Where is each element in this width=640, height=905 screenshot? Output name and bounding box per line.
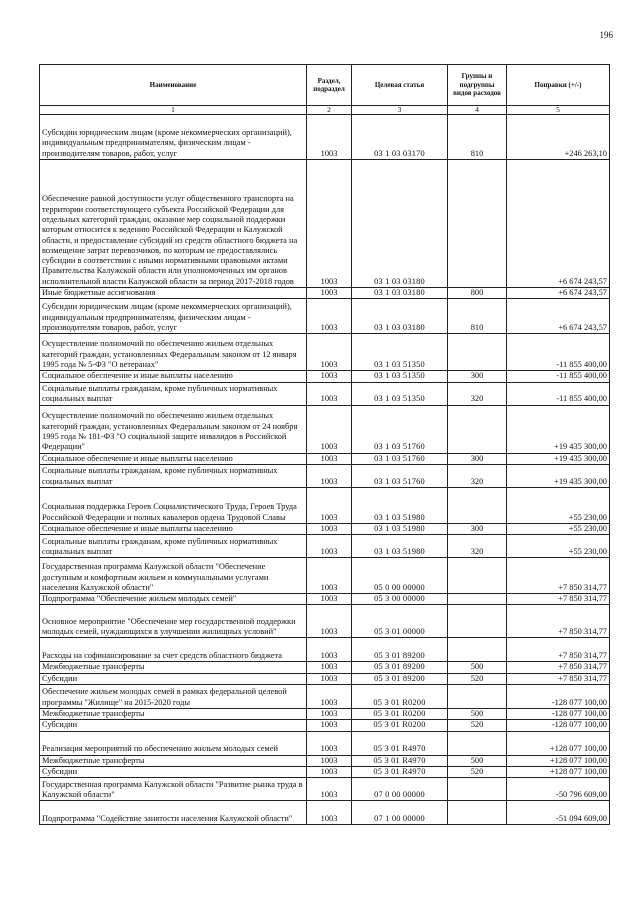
row-target: 03 1 03 51980 [352,487,448,523]
table-row [40,731,610,755]
row-amount: -11 855 400,00 [507,371,610,382]
row-section: 1003 [307,115,352,160]
row-section: 1003 [307,160,352,288]
row-group: 810 [448,299,507,334]
header-section: Раздел, подраздел [307,65,352,106]
row-target: 03 1 03 51350 [352,334,448,371]
row-name: Государственная программа Калужской области "Обеспечение доступным и комфортным жильем и коммунальными услугами населения Калужской области" [40,558,307,594]
column-number-row [40,106,610,115]
row-amount: +7 850 314,77 [507,605,610,638]
row-amount: -128 077 100,00 [507,720,610,731]
column-number: 5 [507,106,610,115]
row-section: 1003 [307,778,352,801]
row-group [448,487,507,523]
table-row [40,594,610,605]
table-row [40,523,610,534]
row-name: Социальные выплаты гражданам, кроме публичных нормативных социальных выплат [40,535,307,558]
row-amount: +7 850 314,77 [507,594,610,605]
row-section: 1003 [307,766,352,777]
row-target: 03 1 03 03170 [352,115,448,160]
row-section: 1003 [307,605,352,638]
row-section: 1003 [307,755,352,766]
table-row [40,487,610,523]
row-group [448,801,507,825]
row-target: 05 3 01 89200 [352,662,448,673]
row-target: 05 3 01 R0200 [352,709,448,720]
row-name: Социальная поддержка Героев Социалистического Труда, Героев Труда Российской Федерации и полных кавалеров ордена Трудовой Славы [40,487,307,523]
row-target: 05 3 01 R0200 [352,720,448,731]
row-group: 320 [448,535,507,558]
row-group: 520 [448,766,507,777]
row-name: Осуществление полномочий по обеспечению жильем отдельных категорий граждан, установленных Федеральным законом от 24 ноября 1995 года № 181-ФЗ "О социальной защите инвалидов в Российской Федерации" [40,405,307,453]
row-target: 03 1 03 03180 [352,299,448,334]
row-target: 03 1 03 03180 [352,160,448,288]
row-amount: -128 077 100,00 [507,685,610,709]
row-section: 1003 [307,673,352,684]
row-section: 1003 [307,299,352,334]
row-name: Расходы на софинансирование за счет средств областного бюджета [40,638,307,662]
row-amount: -11 855 400,00 [507,334,610,371]
row-amount: +128 077 100,00 [507,755,610,766]
row-group: 500 [448,755,507,766]
row-section: 1003 [307,662,352,673]
table-row [40,382,610,405]
row-name: Субсидии [40,720,307,731]
row-section: 1003 [307,731,352,755]
row-section: 1003 [307,558,352,594]
row-group [448,594,507,605]
row-group: 320 [448,382,507,405]
table-row [40,405,610,453]
row-amount: +7 850 314,77 [507,662,610,673]
row-amount: +55 230,00 [507,487,610,523]
row-name: Социальные выплаты гражданам, кроме публичных нормативных социальных выплат [40,382,307,405]
table-row [40,755,610,766]
row-group: 520 [448,673,507,684]
row-target: 03 1 03 51760 [352,405,448,453]
row-name: Субсидии [40,673,307,684]
row-group: 300 [448,371,507,382]
row-section: 1003 [307,487,352,523]
row-section: 1003 [307,405,352,453]
row-target: 05 3 01 R4970 [352,766,448,777]
row-target: 03 1 03 51980 [352,535,448,558]
table-row [40,299,610,334]
row-name: Социальное обеспечение и иные выплаты населению [40,453,307,464]
row-group [448,334,507,371]
row-section: 1003 [307,709,352,720]
row-target: 03 1 03 51350 [352,371,448,382]
row-group [448,558,507,594]
row-section: 1003 [307,801,352,825]
row-name: Межбюджетные трансферты [40,662,307,673]
row-amount: +6 674 243,57 [507,288,610,299]
row-target: 07 0 00 00000 [352,778,448,801]
row-section: 1003 [307,371,352,382]
table-row [40,334,610,371]
row-name: Социальное обеспечение и иные выплаты населению [40,371,307,382]
row-section: 1003 [307,685,352,709]
row-group: 800 [448,288,507,299]
table-row [40,535,610,558]
table-row [40,464,610,487]
row-group [448,685,507,709]
row-amount: +6 674 243,57 [507,299,610,334]
row-target: 05 0 00 00000 [352,558,448,594]
row-section: 1003 [307,594,352,605]
row-target: 05 3 01 00000 [352,605,448,638]
table-header-row [40,65,610,106]
column-number: 3 [352,106,448,115]
page-number: 196 [599,30,613,40]
row-amount: -11 855 400,00 [507,382,610,405]
column-number: 2 [307,106,352,115]
row-name: Межбюджетные трансферты [40,755,307,766]
row-amount: +128 077 100,00 [507,766,610,777]
row-name: Субсидии юридическим лицам (кроме некоммерческих организаций), индивидуальным предпринимателям, физическим лицам - производителям товаров, работ, услуг [40,299,307,334]
row-amount: +7 850 314,77 [507,558,610,594]
row-target: 03 1 03 03180 [352,288,448,299]
row-target: 03 1 03 51350 [352,382,448,405]
row-amount: +246 263,10 [507,115,610,160]
table-row [40,288,610,299]
header-groups: Группы и подгруппы видов расходов [448,65,507,106]
row-name: Иные бюджетные ассигнования [40,288,307,299]
row-name: Государственная программа Калужской области "Развитие рынка труда в Калужской области" [40,778,307,801]
row-amount: +19 435 300,00 [507,464,610,487]
table-row [40,778,610,801]
row-section: 1003 [307,638,352,662]
row-group [448,778,507,801]
table-row [40,662,610,673]
table-row [40,371,610,382]
table-row [40,453,610,464]
row-target: 03 1 03 51760 [352,453,448,464]
row-amount: +7 850 314,77 [507,638,610,662]
row-section: 1003 [307,535,352,558]
row-group: 300 [448,523,507,534]
row-amount: -51 094 609,00 [507,801,610,825]
row-amount: +19 435 300,00 [507,405,610,453]
row-group: 320 [448,464,507,487]
table-row [40,685,610,709]
row-section: 1003 [307,382,352,405]
row-amount: +19 435 300,00 [507,453,610,464]
row-name: Обеспечение равной доступности услуг общественного транспорта на территории соответствующего субъекта Российской Федерации для отдельных категорий граждан, оказание мер социальной поддержки которым относится к ведению Российской Федерации и Калужской области, и предоставление субсидий из средств областного бюджета на возмещение затрат перевозчиков, по которым не предоставлялись субсидии в соответствии с иными нормативными правовыми актами Правительства Калужской области или уполномоченных им органов исполнительной власти Калужской области за период 2017-2018 годов [40,160,307,288]
row-target: 03 1 03 51760 [352,464,448,487]
table-row [40,766,610,777]
row-target: 03 1 03 51980 [352,523,448,534]
row-amount: +128 077 100,00 [507,731,610,755]
header-amendments: Поправки (+/-) [507,65,610,106]
column-number: 4 [448,106,507,115]
row-group [448,638,507,662]
row-target: 05 3 01 R4970 [352,731,448,755]
row-amount: +55 230,00 [507,535,610,558]
table-row [40,720,610,731]
row-section: 1003 [307,464,352,487]
row-group: 500 [448,662,507,673]
row-amount: -50 796 609,00 [507,778,610,801]
row-amount: +55 230,00 [507,523,610,534]
table-row [40,673,610,684]
table-row [40,801,610,825]
row-group: 300 [448,453,507,464]
table-row [40,709,610,720]
row-group: 520 [448,720,507,731]
row-target: 05 3 01 R4970 [352,755,448,766]
row-section: 1003 [307,453,352,464]
row-group: 810 [448,115,507,160]
row-target: 05 3 01 89200 [352,673,448,684]
row-name: Социальное обеспечение и иные выплаты населению [40,523,307,534]
table-row [40,115,610,160]
row-section: 1003 [307,720,352,731]
header-name: Наименование [40,65,307,106]
row-name: Подпрограмма "Содействие занятости населения Калужской области" [40,801,307,825]
table-row [40,160,610,288]
row-name: Подпрограмма "Обеспечение жильем молодых семей" [40,594,307,605]
row-amount: +6 674 243,57 [507,160,610,288]
budget-table [39,64,610,825]
row-group: 500 [448,709,507,720]
row-group [448,405,507,453]
row-name: Субсидии [40,766,307,777]
row-name: Основное мероприятие "Обеспечение мер государственной поддержки молодых семей, нуждающихся в улучшении жилищных условий" [40,605,307,638]
row-name: Социальные выплаты гражданам, кроме публичных нормативных социальных выплат [40,464,307,487]
row-group [448,731,507,755]
row-name: Осуществление полномочий по обеспечению жильем отдельных категорий граждан, установленных Федеральным законом от 12 января 1995 года № 5-ФЗ "О ветеранах" [40,334,307,371]
row-amount: +7 850 314,77 [507,673,610,684]
row-target: 07 1 00 00000 [352,801,448,825]
row-group [448,605,507,638]
table-row [40,638,610,662]
column-number: 1 [40,106,307,115]
row-amount: -128 077 100,00 [507,709,610,720]
row-name: Реализация мероприятий по обеспечению жильем молодых семей [40,731,307,755]
row-group [448,160,507,288]
row-section: 1003 [307,523,352,534]
row-target: 05 3 00 00000 [352,594,448,605]
table-row [40,605,610,638]
table-row [40,558,610,594]
row-name: Межбюджетные трансферты [40,709,307,720]
row-target: 05 3 01 89200 [352,638,448,662]
row-name: Субсидии юридическим лицам (кроме некоммерческих организаций), индивидуальным предпринимателям, физическим лицам - производителям товаров, работ, услуг [40,115,307,160]
row-section: 1003 [307,334,352,371]
row-target: 05 3 01 R0200 [352,685,448,709]
header-target: Целевая статья [352,65,448,106]
row-section: 1003 [307,288,352,299]
row-name: Обеспечение жильем молодых семей в рамках федеральной целевой программы "Жилище" на 2015-2020 годы [40,685,307,709]
